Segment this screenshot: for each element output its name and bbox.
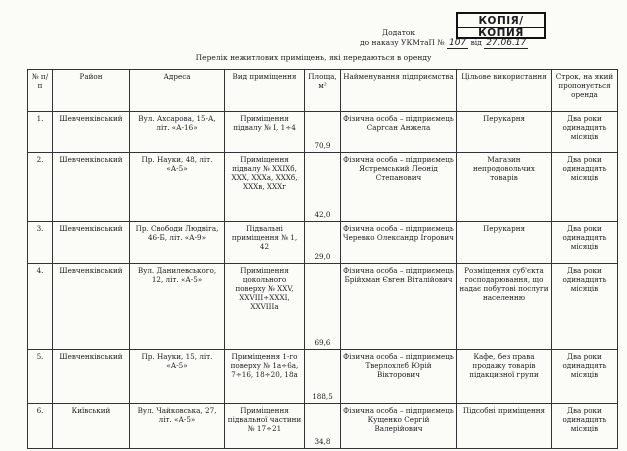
col-header-purpose: Цільове використання xyxy=(457,70,552,112)
row-no: 6. xyxy=(28,403,53,448)
row-premises: Приміщення цокольного поверху № XXV, XXVIII÷XXXI, XXVIIIа xyxy=(225,263,305,349)
stamp-line-2: КОПИЯ xyxy=(458,27,544,38)
row-area: 69,6 xyxy=(305,263,341,349)
row-area: 188,5 xyxy=(305,349,341,403)
row-area: 34,8 xyxy=(305,403,341,448)
table-row xyxy=(28,112,618,153)
row-tenant: Фізична особа – підприємець Саргсан Анжела xyxy=(341,112,457,153)
table-row xyxy=(28,263,618,349)
row-term: Два роки одинадцять місяців xyxy=(552,403,618,448)
col-header-area: Площа, м² xyxy=(305,70,341,112)
table-row xyxy=(28,349,618,403)
row-no: 4. xyxy=(28,263,53,349)
row-no: 5. xyxy=(28,349,53,403)
row-area: 29,0 xyxy=(305,221,341,263)
order-reference xyxy=(360,28,590,48)
col-header-term: Строк, на який пропонується оренда xyxy=(552,70,618,112)
premises-table xyxy=(27,69,618,449)
order-prefix: до наказу УКМтаП № xyxy=(360,38,445,47)
row-premises: Підвальні приміщення № 1, 42 xyxy=(225,221,305,263)
row-area: 70,9 xyxy=(305,112,341,153)
row-premises: Приміщення підвалу № XXIXб, XXX, XXXа, XXXб, XXXв, XXXг xyxy=(225,152,305,221)
row-tenant: Фізична особа – підприємець Кущенко Сергій Валерійович xyxy=(341,403,457,448)
table-row xyxy=(28,221,618,263)
row-address: Пр. Науки, 15, літ. «А-5» xyxy=(130,349,225,403)
row-purpose: Кафе, без права продажу товарів підакцизної групи xyxy=(457,349,552,403)
row-address: Вул. Данилевського, 12, літ. «А-5» xyxy=(130,263,225,349)
row-purpose: Перукарня xyxy=(457,221,552,263)
row-premises: Приміщення підвалу № І, 1÷4 xyxy=(225,112,305,153)
row-address: Вул. Ахсарова, 15-А, літ. «А-16» xyxy=(130,112,225,153)
col-header-district: Район xyxy=(53,70,130,112)
row-address: Пр. Свободи Людвіга, 46-Б, літ. «А-9» xyxy=(130,221,225,263)
row-term: Два роки одинадцять місяців xyxy=(552,221,618,263)
row-district: Шевченківський xyxy=(53,349,130,403)
row-no: 2. xyxy=(28,152,53,221)
row-tenant: Фізична особа – підприємець Ястремський Леонід Степанович xyxy=(341,152,457,221)
order-line xyxy=(360,38,590,48)
row-tenant: Фізична особа – підприємець Черевко Олександр Ігорович xyxy=(341,221,457,263)
col-header-no: № п/п xyxy=(28,70,53,112)
row-term: Два роки одинадцять місяців xyxy=(552,152,618,221)
row-area: 42,0 xyxy=(305,152,341,221)
row-premises: Приміщення підвальної частини № 17÷21 xyxy=(225,403,305,448)
appendix-label: Додаток xyxy=(382,28,416,37)
row-district: Шевченківський xyxy=(53,152,130,221)
row-address: Вул. Чайковська, 27, літ. «А-5» xyxy=(130,403,225,448)
row-purpose: Розміщення суб'єкта господарювання, що надає побутові послуги населенню xyxy=(457,263,552,349)
order-date-label: від xyxy=(470,38,482,47)
row-term: Два роки одинадцять місяців xyxy=(552,263,618,349)
row-premises: Приміщення 1-го поверху № 1а÷6а, 7÷16, 18÷20, 18а xyxy=(225,349,305,403)
row-district: Шевченківський xyxy=(53,112,130,153)
table-row xyxy=(28,152,618,221)
document-title: Перелік нежитлових приміщень, які передаються в оренду xyxy=(195,53,432,62)
row-district: Київський xyxy=(53,403,130,448)
row-term: Два роки одинадцять місяців xyxy=(552,349,618,403)
row-tenant: Фізична особа – підприємець Тверлохлєб Юрій Вікторович xyxy=(341,349,457,403)
col-header-address: Адреса xyxy=(130,70,225,112)
table-header-row xyxy=(28,70,618,112)
row-district: Шевченківський xyxy=(53,221,130,263)
row-purpose: Підсобні приміщення xyxy=(457,403,552,448)
row-tenant: Фізична особа – підприємець Брійхман Євген Віталійович xyxy=(341,263,457,349)
table-row xyxy=(28,403,618,448)
row-no: 1. xyxy=(28,112,53,153)
stamp-line-1: КОПІЯ/ xyxy=(478,15,524,27)
row-term: Два роки одинадцять місяців xyxy=(552,112,618,153)
order-number: 107 xyxy=(448,38,467,48)
row-district: Шевченківський xyxy=(53,263,130,349)
col-header-tenant: Найменування підприємства xyxy=(341,70,457,112)
order-date: 27.06.17 xyxy=(486,38,527,48)
col-header-premises: Вид приміщення xyxy=(225,70,305,112)
row-purpose: Перукарня xyxy=(457,112,552,153)
row-address: Пр. Науки, 48, літ. «А-5» xyxy=(130,152,225,221)
row-purpose: Магазин непродовольчих товарів xyxy=(457,152,552,221)
row-no: 3. xyxy=(28,221,53,263)
